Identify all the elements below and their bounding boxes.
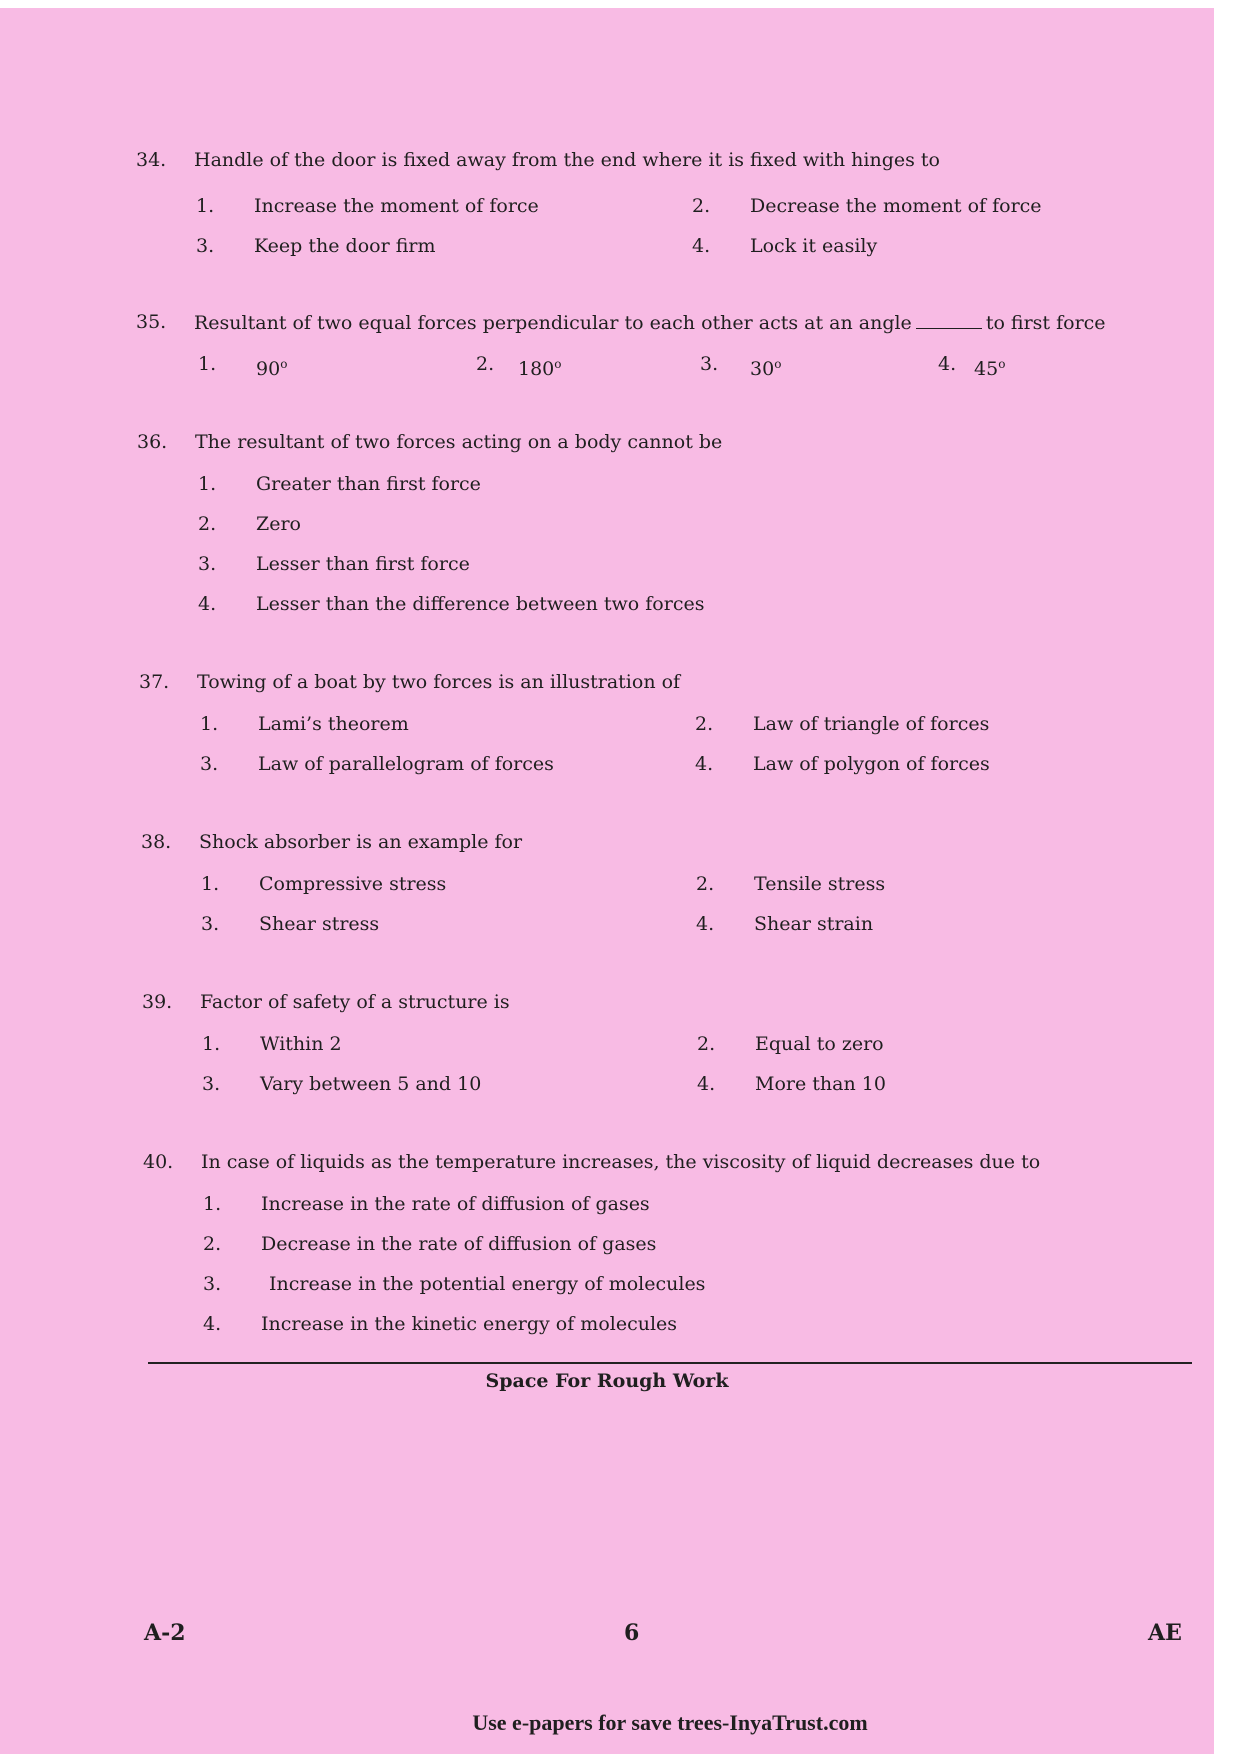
option-text: Keep the door firm [254,235,436,257]
option-number: 3. [201,913,220,935]
option-number: 3. [203,1273,222,1295]
question-text-after: to first force [985,312,1106,334]
question-number: 39. [142,991,173,1013]
rough-work-divider [148,1362,1192,1364]
option-number: 2. [696,873,715,895]
option-text: Decrease in the rate of diffusion of gases [261,1233,657,1255]
option-number: 2. [198,513,217,535]
question-number: 34. [136,149,167,171]
question-text: Handle of the door is fixed away from the end where it is fixed with hinges to [194,149,940,171]
degree-sign: o [280,357,288,371]
footer-page-number: 6 [624,1620,640,1646]
footer-series-code: A-2 [144,1620,186,1646]
option-number: 1. [198,473,217,495]
degree-sign: o [774,357,782,371]
option-text [974,352,1005,381]
answer-blank [916,310,982,329]
option-value: 180 [518,358,555,380]
option-text: Tensile stress [754,873,886,895]
option-text: Lesser than first force [256,553,470,575]
option-text: More than 10 [755,1073,886,1095]
option-number: 1. [198,353,217,375]
option-text: Shear stress [259,913,380,935]
option-text: Increase in the rate of diffusion of gases [261,1193,650,1215]
footer-subject-code: AE [1148,1620,1182,1646]
option-number: 3. [700,353,719,375]
option-number: 2. [695,713,714,735]
option-number: 4. [938,353,957,375]
option-text: Increase in the potential energy of molecules [269,1273,706,1295]
question-number: 38. [141,831,172,853]
degree-sign: o [998,357,1006,371]
question-number: 37. [139,671,170,693]
option-text: Law of triangle of forces [753,713,990,735]
option-number: 4. [692,235,711,257]
option-text: Law of polygon of forces [753,753,990,775]
option-number: 3. [196,235,215,257]
option-value: 90 [256,358,281,380]
option-number: 2. [697,1033,716,1055]
option-number: 2. [203,1233,222,1255]
option-number: 3. [198,553,217,575]
question-text: Factor of safety of a structure is [200,991,510,1013]
option-text: Decrease the moment of force [750,195,1042,217]
option-text: Increase the moment of force [254,195,539,217]
question-text [194,310,1106,335]
option-number: 1. [202,1033,221,1055]
option-number: 4. [696,913,715,935]
option-number: 4. [697,1073,716,1095]
question-text: In case of liquids as the temperature increases, the viscosity of liquid decreases due to [201,1151,1041,1173]
question-number: 35. [136,311,167,333]
option-text: Law of parallelogram of forces [258,753,554,775]
option-text [518,352,562,381]
option-number: 1. [196,195,215,217]
option-text: Lesser than the difference between two forces [256,593,705,615]
option-text: Lami’s theorem [258,713,409,735]
option-number: 1. [203,1193,222,1215]
question-text: The resultant of two forces acting on a body cannot be [195,431,723,453]
option-number: 2. [692,195,711,217]
option-number: 4. [695,753,714,775]
option-number: 3. [202,1073,221,1095]
option-value: 45 [974,358,999,380]
option-text: Increase in the kinetic energy of molecules [261,1313,678,1335]
option-text: Shear strain [754,913,874,935]
rough-work-heading: Space For Rough Work [485,1370,729,1392]
option-text: Within 2 [260,1033,342,1055]
option-number: 2. [476,353,495,375]
option-text: Lock it easily [750,235,878,257]
option-text: Compressive stress [259,873,447,895]
option-text: Equal to zero [755,1033,884,1055]
option-text [750,352,781,381]
question-number: 36. [137,431,168,453]
option-text: Vary between 5 and 10 [260,1073,482,1095]
option-number: 1. [200,713,219,735]
exam-page [0,8,1214,1754]
degree-sign: o [554,357,562,371]
option-number: 1. [201,873,220,895]
question-text: Towing of a boat by two forces is an illustration of [197,671,681,693]
option-text [256,352,287,381]
option-text: Zero [256,513,301,535]
question-text: Shock absorber is an example for [199,831,523,853]
bottom-watermark-note: Use e-papers for save trees-InyaTrust.com [472,1710,868,1735]
option-number: 4. [203,1313,222,1335]
option-number: 4. [198,593,217,615]
option-text: Greater than first force [256,473,481,495]
option-number: 3. [200,753,219,775]
option-value: 30 [750,358,775,380]
question-text-before: Resultant of two equal forces perpendicular to each other acts at an angle [194,312,912,334]
question-number: 40. [143,1151,174,1173]
